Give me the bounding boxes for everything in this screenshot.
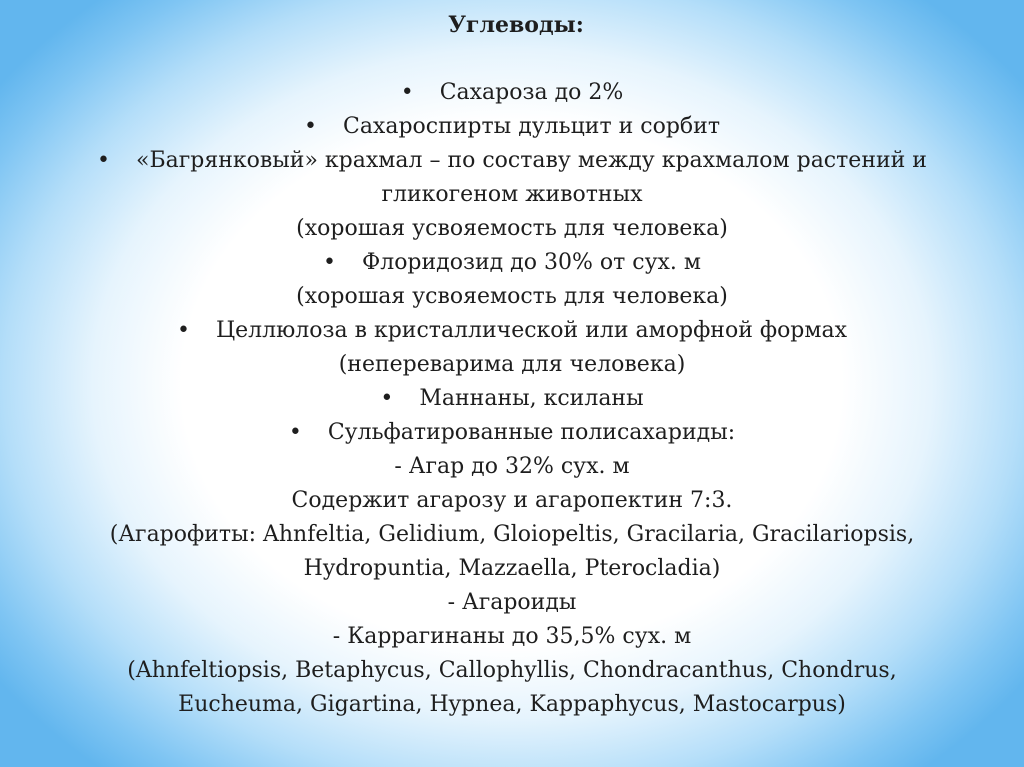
text-line [0, 586, 1024, 620]
line-text: Сахароза до 2% [439, 80, 624, 105]
text-line [0, 178, 1024, 212]
bullet-icon: • [288, 420, 302, 445]
bullet-line [0, 314, 1024, 348]
text-line [0, 654, 1024, 688]
line-text: - Каррагинаны до 35,5% сух. м [332, 624, 692, 649]
line-text: Hydropuntia, Mazzaella, Pterocladia) [303, 556, 721, 581]
line-text: Сахароспирты дульцит и сорбит [342, 114, 720, 139]
text-line [0, 212, 1024, 246]
text-line [0, 552, 1024, 586]
line-text: (Агарофиты: Ahnfeltia, Gelidium, Gloiopeltis, Gracilaria, Gracilariopsis, [109, 522, 915, 547]
bullet-line [0, 246, 1024, 280]
line-text: Целлюлоза в кристаллической или аморфной формах [215, 318, 848, 343]
line-text: (Ahnfeltiopsis, Betaphycus, Callophyllis, Chondracanthus, Chondrus, [127, 658, 897, 683]
bullet-line [0, 382, 1024, 416]
line-text: «Багрянковый» крахмал – по составу между крахмалом растений и [136, 148, 927, 173]
line-text: Маннаны, ксиланы [419, 386, 644, 411]
bullet-icon: • [400, 80, 414, 105]
text-line [0, 688, 1024, 722]
bullet-icon: • [97, 148, 110, 173]
text-body [0, 76, 1024, 722]
bullet-line [0, 144, 1024, 178]
line-text: (хорошая усвояемость для человека) [296, 216, 728, 241]
bullet-icon: • [322, 250, 336, 275]
line-text: - Агар до 32% сух. м [394, 454, 630, 479]
text-line [0, 280, 1024, 314]
bullet-line [0, 76, 1024, 110]
bullet-line [0, 416, 1024, 450]
slide-title: Углеводы: [448, 12, 584, 38]
line-text: гликогеном животных [381, 182, 643, 207]
line-text: Eucheuma, Gigartina, Hypnea, Kappaphycus, Mastocarpus) [178, 692, 846, 717]
bullet-icon: • [176, 318, 190, 343]
line-text: (хорошая усвояемость для человека) [296, 284, 728, 309]
spacer [0, 42, 1024, 76]
line-text: - Агароиды [447, 590, 577, 615]
text-line [0, 484, 1024, 518]
bullet-icon: • [380, 386, 394, 411]
line-text: Сульфатированные полисахариды: [327, 420, 736, 445]
text-line [0, 450, 1024, 484]
text-line [0, 348, 1024, 382]
bullet-line [0, 110, 1024, 144]
bullet-icon: • [304, 114, 317, 139]
line-text: Флоридозид до 30% от сух. м [361, 250, 702, 275]
text-line [0, 518, 1024, 552]
line-text: Содержит агарозу и агаропектин 7:3. [291, 488, 733, 513]
line-text: (непереварима для человека) [338, 352, 686, 377]
text-line [0, 620, 1024, 654]
